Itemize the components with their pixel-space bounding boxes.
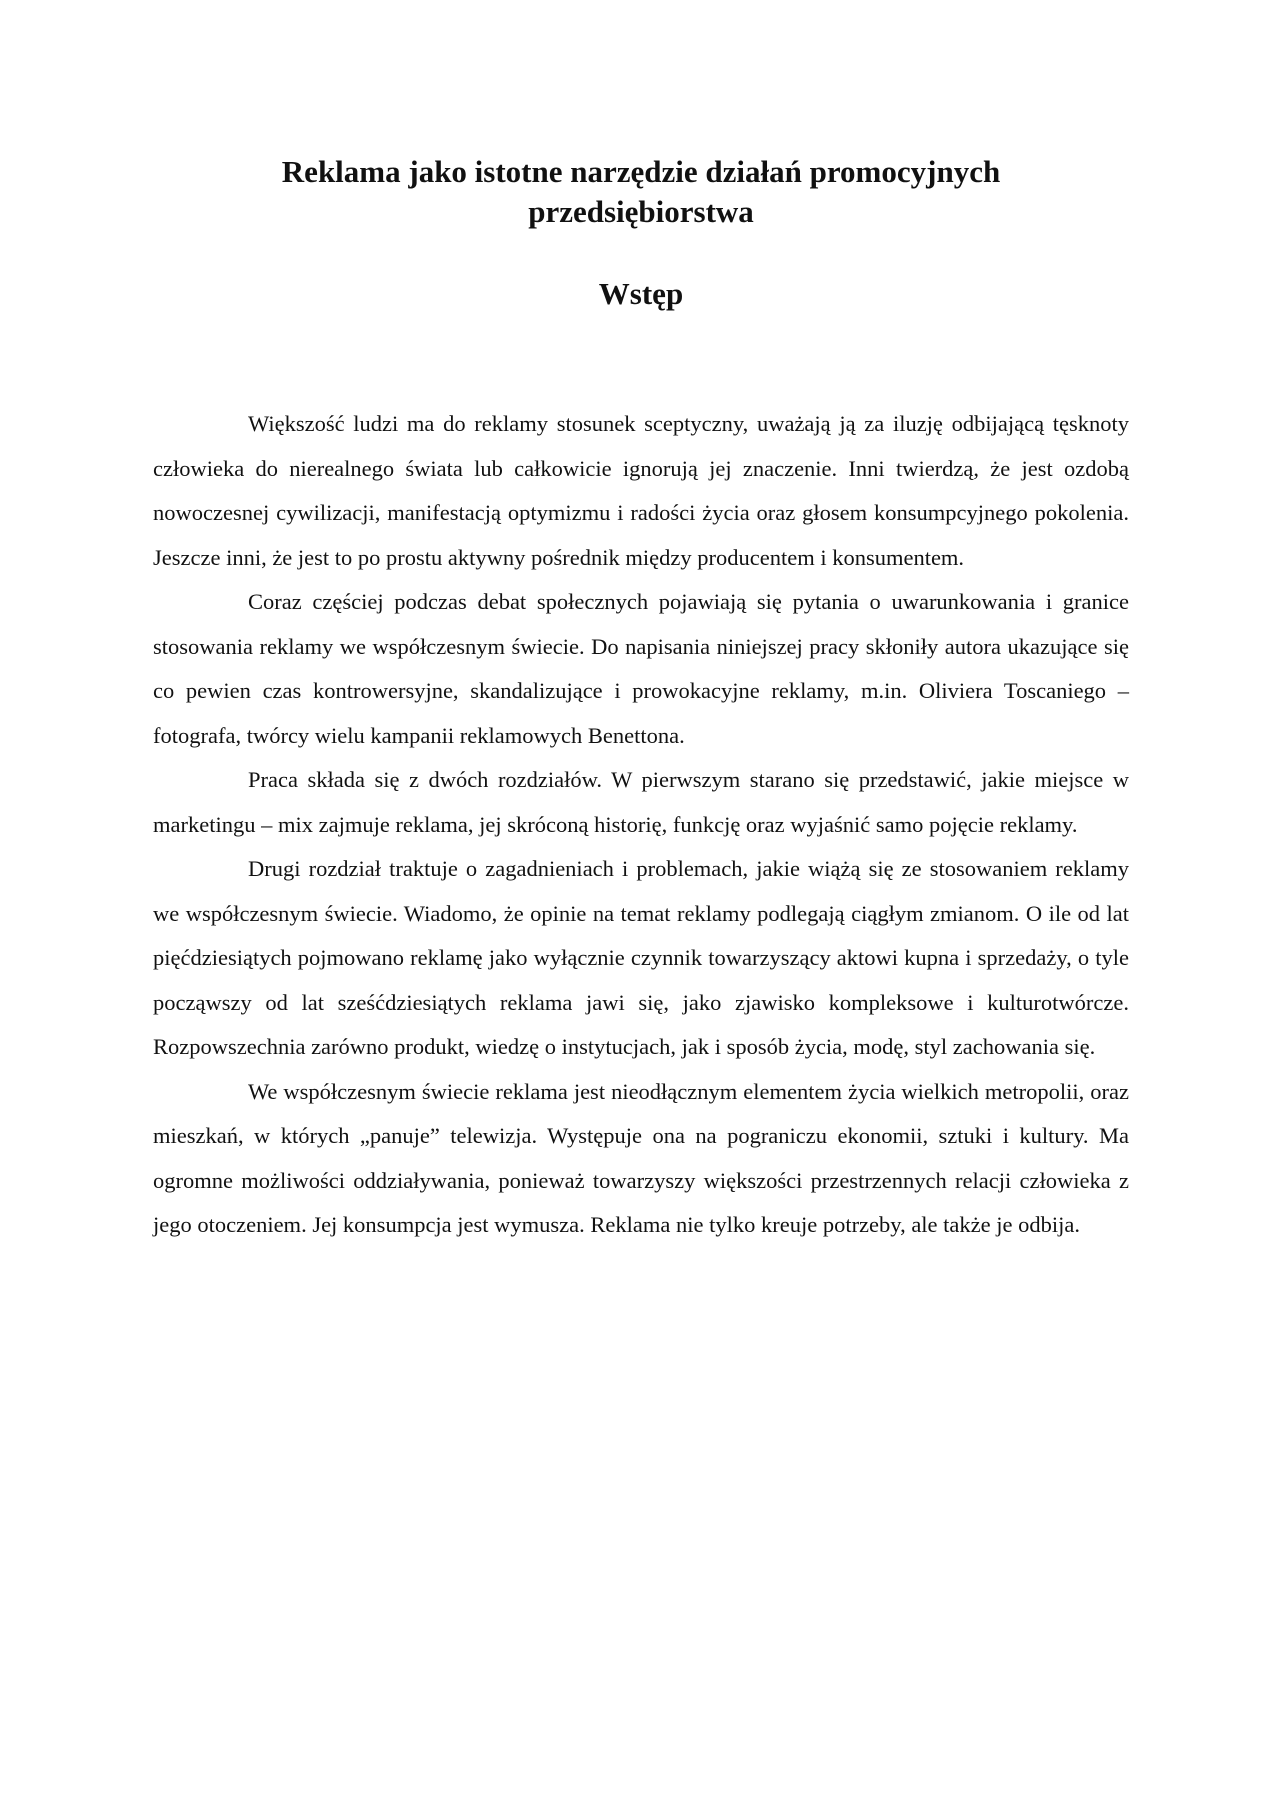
document-title-line-2: przedsiębiorstwa bbox=[528, 194, 754, 229]
section-heading: Wstęp bbox=[598, 276, 684, 311]
paragraph-5: We współczesnym świecie reklama jest nieodłącznym elementem życia wielkich metropolii, oraz mieszkań, w których „panuje” telewizja. Występuje ona na pograniczu ekonomii, sztuki i kultury. Ma ogromne możliwości oddziaływania, ponieważ towarzyszy większości przestrzennych relacji człowieka z jego otoczeniem. Jej konsumpcja jest wymusza. Reklama nie tylko kreuje potrzeby, ale także je odbija. bbox=[153, 1078, 1129, 1237]
document-content bbox=[153, 152, 1129, 1248]
paragraph-1: Większość ludzi ma do reklamy stosunek sceptyczny, uważają ją za iluzję odbijającą tęsknoty człowieka do nierealnego świata lub całkowicie ignorują jej znaczenie. Inni twierdzą, że jest ozdobą nowoczesnej cywilizacji, manifestacją optymizmu i radości życia oraz głosem konsumpcyjnego pokolenia. Jeszcze inni, że jest to po prostu aktywny pośrednik między producentem i konsumentem. bbox=[153, 411, 1129, 570]
body-text bbox=[153, 402, 1129, 1248]
paragraph-3: Praca składa się z dwóch rozdziałów. W pierwszym starano się przedstawić, jakie miejsce w marketingu – mix zajmuje reklama, jej skróconą historię, funkcję oraz wyjaśnić samo pojęcie reklamy. bbox=[153, 767, 1129, 837]
document-title-line-1: Reklama jako istotne narzędzie działań promocyjnych bbox=[281, 154, 1001, 189]
paragraph-4: Drugi rozdział traktuje o zagadnieniach i problemach, jakie wiążą się ze stosowaniem reklamy we współczesnym świecie. Wiadomo, że opinie na temat reklamy podlegają ciągłym zmianom. O ile od lat pięćdziesiątych pojmowano reklamę jako wyłącznie czynnik towarzyszący aktowi kupna i sprzedaży, o tyle począwszy od lat sześćdziesiątych reklama jawi się, jako zjawisko kompleksowe i kulturotwórcze. Rozpowszechnia zarówno produkt, wiedzę o instytucjach, jak i sposób życia, modę, styl zachowania się. bbox=[153, 856, 1129, 1059]
paragraph-2: Coraz częściej podczas debat społecznych pojawiają się pytania o uwarunkowania i granice stosowania reklamy we współczesnym świecie. Do napisania niniejszej pracy skłoniły autora ukazujące się co pewien czas kontrowersyjne, skandalizujące i prowokacyjne reklamy, m.in. Oliviera Toscaniego – fotografa, twórcy wielu kampanii reklamowych Benettona. bbox=[153, 589, 1129, 748]
document-title bbox=[153, 152, 1129, 232]
